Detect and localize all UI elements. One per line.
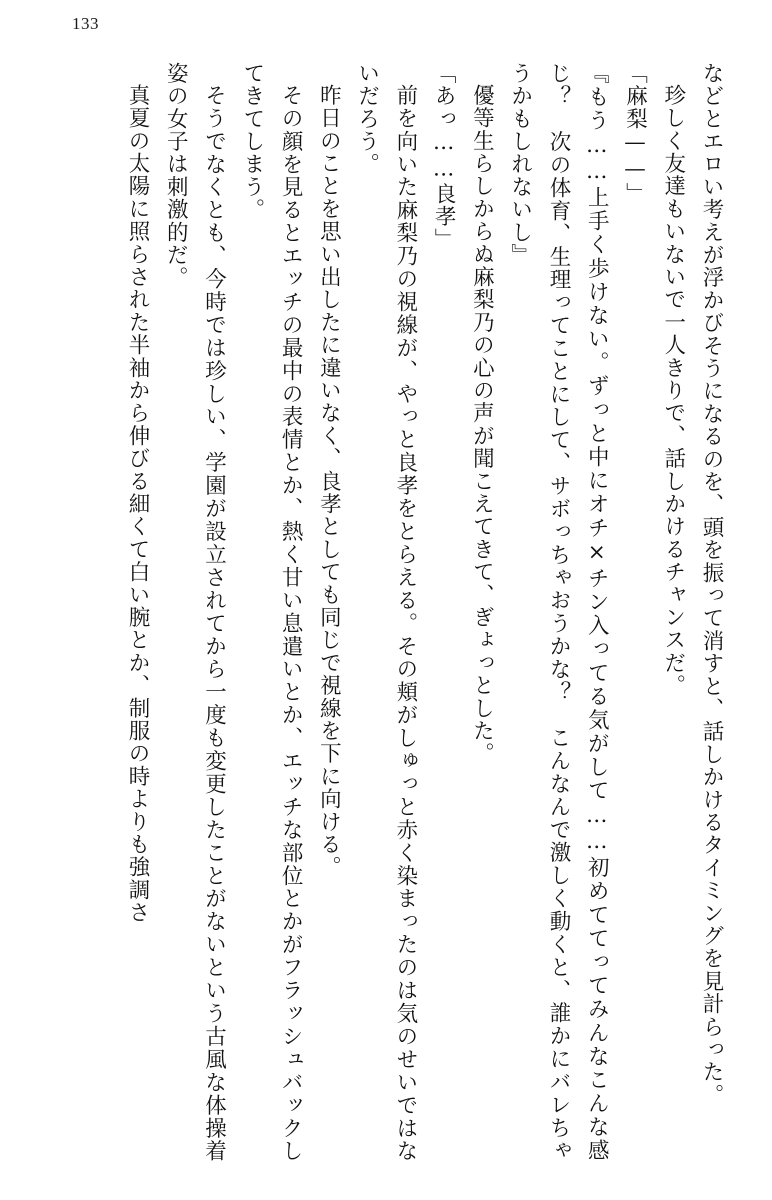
paragraph: 『もう……上手く歩けない。ずっと中にオチ×チン入ってる気がして……初めててってみんなこんな感じ？ 次の体育、生理ってことにして、サボっちゃおうかな？ こんなんで激しく動くと、誰かにバレちゃうかもしれないし』: [507, 62, 610, 1162]
paragraph: その顔を見るとエッチの最中の表情とか、熱く甘い息遣いとか、エッチな部位とかがフラッシュバックしてきてしまう。: [239, 62, 304, 1162]
paragraph: 真夏の太陽に照らされた半袖から伸びる細くて白い腕とか、制服の時よりも強調さ: [125, 83, 151, 924]
paragraph: 「麻梨——」: [622, 62, 648, 206]
paragraph: そうでなくとも、今時では珍しい、学園が設立されてから一度も変更したことがないという古風な体操着姿の女子は刺激的だ。: [163, 62, 227, 1162]
paragraph: 優等生らしからぬ麻梨乃の心の声が聞こえてきて、ぎょっとした。: [469, 83, 495, 765]
paragraph: 昨日のことを思い出したに違いなく、良孝としても同じで視線を下に向ける。: [316, 83, 342, 878]
paragraph: 「あっ……良孝」: [431, 62, 457, 251]
paragraph: 前を向いた麻梨乃の視線が、やっと良孝をとらえる。その頬がしゅっと赤く染まったのは気のせいではないだろう。: [354, 62, 418, 1162]
paragraph: などとエロい考えが浮かびそうになるのを、頭を振って消すと、話しかけるタイミングを見計らった。: [699, 62, 724, 1107]
page-number: 133: [72, 14, 99, 33]
paragraph: 珍しく友達もいないで一人きりで、話しかけるチャンスだ。: [660, 83, 686, 697]
page-body-text: [38, 62, 730, 1162]
